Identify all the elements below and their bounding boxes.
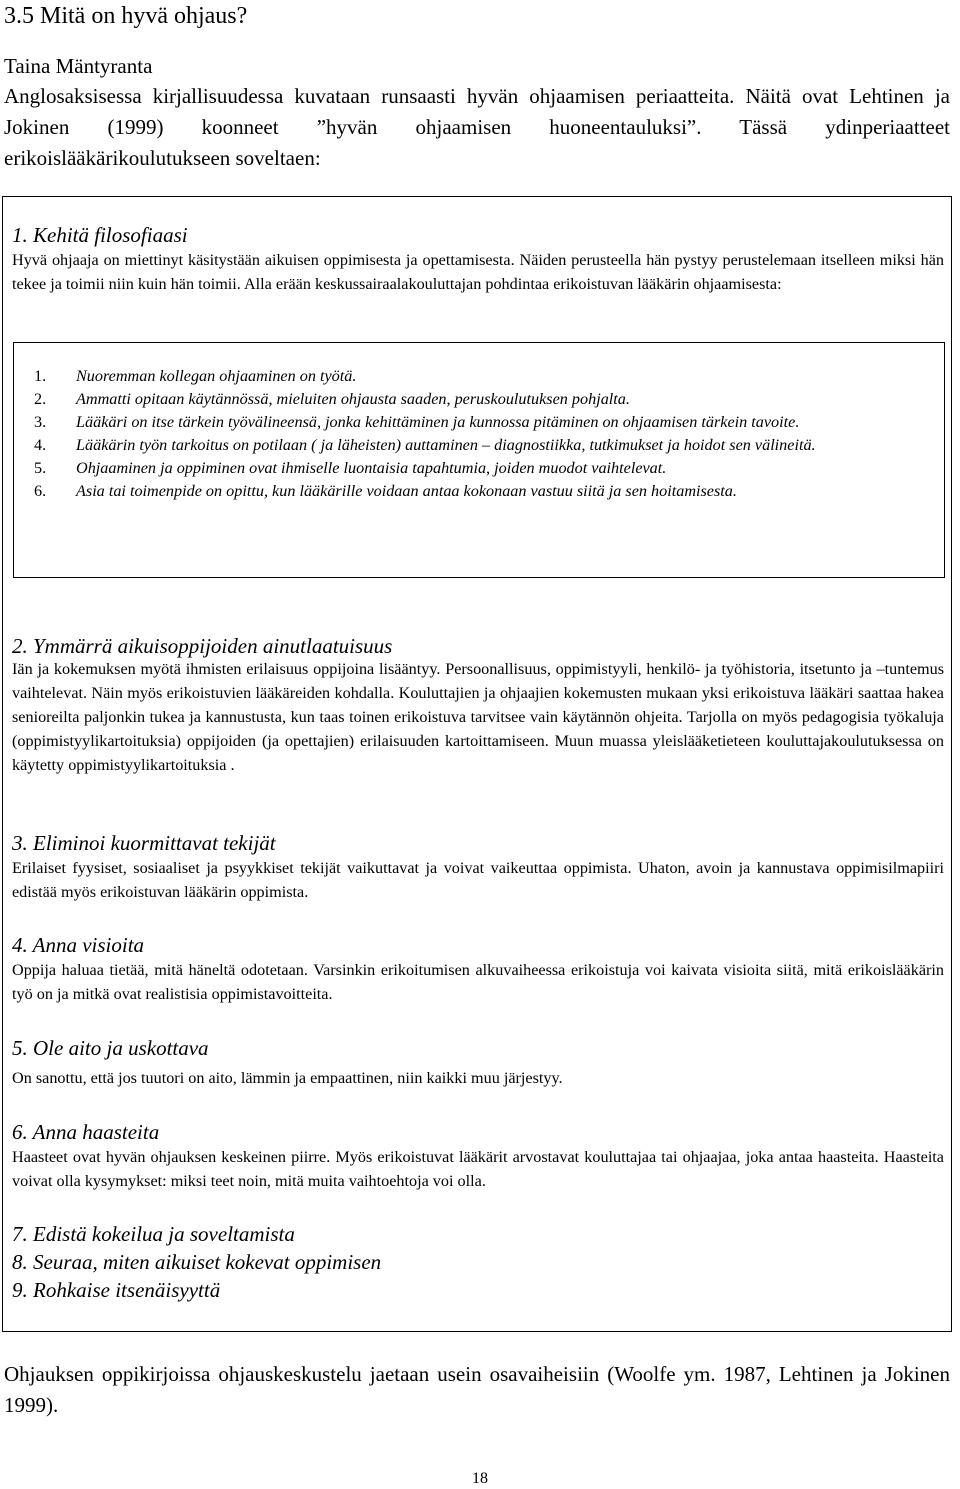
principle-2-heading: 2. Ymmärrä aikuisoppijoiden ainutlaatuisuus bbox=[12, 634, 393, 658]
page-number: 18 bbox=[472, 1470, 488, 1487]
list-item: 5. Ohjaaminen ja oppiminen ovat ihmiselle luontaisia tapahtumia, joiden muodot vaihtelevat. bbox=[34, 459, 667, 477]
principle-4-heading: 4. Anna visioita bbox=[12, 933, 145, 957]
author-name: Taina Mäntyranta bbox=[4, 54, 153, 78]
closing-paragraph: Ohjauksen oppikirjoissa ohjauskeskustelu jaetaan usein osavaiheisiin (Woolfe ym. 1987, Lehtinen ja Jokinen 1999). bbox=[4, 1362, 950, 1417]
principle-5-body: On sanottu, että jos tuutori on aito, lämmin ja empaattinen, niin kaikki muu järjestyy. bbox=[12, 1069, 563, 1087]
principle-1-heading: 1. Kehitä filosofiaasi bbox=[12, 223, 188, 247]
principle-9-heading: 9. Rohkaise itsenäisyyttä bbox=[12, 1278, 221, 1302]
principle-7-heading: 7. Edistä kokeilua ja soveltamista bbox=[12, 1222, 295, 1246]
list-item: 3. Lääkäri on itse tärkein työvälineensä, jonka kehittäminen ja kunnossa pitäminen on ohjaamisen tärkein tavoite. bbox=[34, 413, 800, 431]
section-title: 3.5 Mitä on hyvä ohjaus? bbox=[4, 3, 248, 29]
principle-6-body: Haasteet ovat hyvän ohjauksen keskeinen piirre. Myös erikoistuvat lääkärit arvostavat kouluttajaa tai ohjaajaa, joka antaa haasteita. Haasteita voivat olla kysymykset: miksi teet noin, mitä muita vaihtoehtoja voi olla. bbox=[12, 1148, 944, 1190]
principle-1-body: Hyvä ohjaaja on miettinyt käsitystään aikuisen oppimisesta ja opettamisesta. Näiden perusteella hän pystyy perustelemaan itselleen miksi hän tekee ja toimii niin kuin hän toimii. Alla erään keskussairaalakouluttajan pohdintaa erikoistuvan lääkärin ohjaamisesta: bbox=[12, 251, 944, 293]
principle-3-heading: 3. Eliminoi kuormittavat tekijät bbox=[12, 831, 276, 855]
mentor-reflection-box bbox=[13, 342, 945, 578]
list-item: 4. Lääkärin työn tarkoitus on potilaan ( ja läheisten) auttaminen – diagnostiikka, tutkimukset ja hoidot sen välineitä. bbox=[34, 436, 816, 454]
principle-2-body: Iän ja kokemuksen myötä ihmisten erilaisuus oppijoina lisääntyy. Persoonallisuus, oppimistyyli, henkilö- ja työhistoria, itsetunto ja –tuntemus vaihtelevat. Näin myös erikoistuvien lääkäreiden kohdalla. Kouluttajien ja ohjaajien kokemusten mukaan yksi erikoistuva lääkäri saattaa hakea senioreilta paljonkin tukea ja kannustusta, kun taas toinen erikoistuva tarvitsee vain käytännön ohjeita. Tarjolla on myös pedagogisia työkaluja (oppimistyylikartoituksia) oppijoiden (ja opettajien) erilaisuuden kartoittamiseen. Muun muassa yleislääketieteen kouluttajakoulutuksessa on käytetty oppimistyylikartoituksia . bbox=[12, 660, 944, 774]
list-item: 1. Nuoremman kollegan ohjaaminen on työtä. bbox=[34, 367, 357, 385]
principle-3-body: Erilaiset fyysiset, sosiaaliset ja psyykkiset tekijät vaikuttavat ja voivat vaikeuttaa oppimista. Uhaton, avoin ja kannustava oppimisilmapiiri edistää myös erikoistuvan lääkärin oppimista. bbox=[12, 859, 944, 901]
principle-5-heading: 5. Ole aito ja uskottava bbox=[12, 1036, 209, 1060]
intro-paragraph: Anglosaksisessa kirjallisuudessa kuvataan runsaasti hyvän ohjaamisen periaatteita. Näitä ovat Lehtinen ja Jokinen (1999) koonneet ”hyvän ohjaamisen huoneentauluksi”. Tässä ydinperiaatteet erikoislääkärikoulutukseen soveltaen: bbox=[4, 84, 950, 170]
list-item: 2. Ammatti opitaan käytännössä, mieluiten ohjausta saaden, peruskoulutuksen pohjalta. bbox=[34, 390, 630, 408]
list-item: 6. Asia tai toimenpide on opittu, kun lääkärille voidaan antaa kokonaan vastuu siitä ja sen hoitamisesta. bbox=[34, 482, 737, 500]
principle-6-heading: 6. Anna haasteita bbox=[12, 1120, 160, 1144]
principle-4-body: Oppija haluaa tietää, mitä häneltä odotetaan. Varsinkin erikoitumisen alkuvaiheessa erikoistuja voi kaivata visioita siitä, mitä erikoislääkärin työ on ja mitkä ovat realistisia oppimistavoitteita. bbox=[12, 961, 944, 1003]
principle-8-heading: 8. Seuraa, miten aikuiset kokevat oppimisen bbox=[12, 1250, 382, 1274]
reflection-list bbox=[34, 365, 924, 503]
